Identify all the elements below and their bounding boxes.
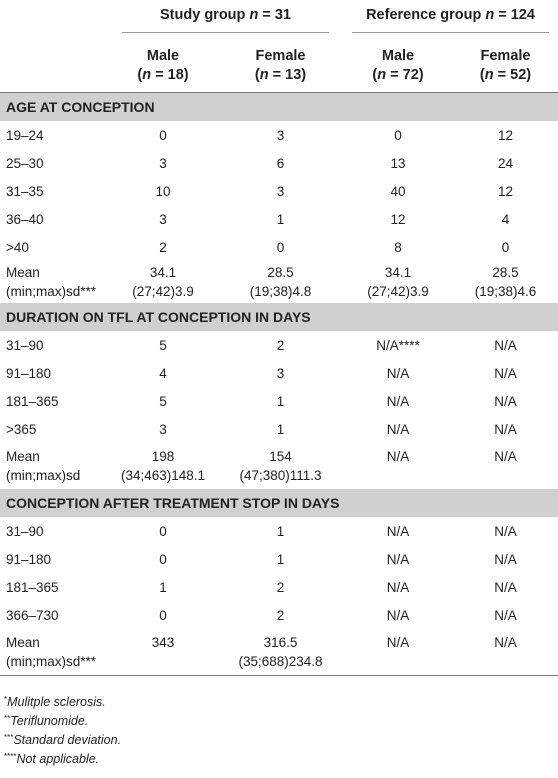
table-row: 31–90 5 2 N/A**** N/A [6,337,517,353]
col-header-study-male: Male (n = 18) [108,39,218,93]
table-row: 366–730 0 2 N/A N/A [6,607,517,623]
section-header-after-stop: CONCEPTION AFTER TREATMENT STOP IN DAYS [0,489,558,517]
table-row-mean: Mean (min;max)sd*** 343 316.5 (35;688)234.8 N/A N/A [0,629,558,676]
col-header-ref-male: Male (n = 72) [343,39,453,93]
table-row-mean: Mean (min;max)sd 198 (34;463)148.1 154 (47;380)111.3 N/A N/A [6,449,517,483]
section-header-duration: DURATION ON TFL AT CONCEPTION IN DAYS [0,303,558,331]
table-row: 19–24 0 3 0 12 [6,127,514,143]
table-row-mean: Mean (min;max)sd*** 34.1 (27;42)3.9 28.5 (19;38)4.8 34.1 (27;42)3.9 28.5 (19;38)4.6 [6,265,537,299]
footnote: *Mulitple sclerosis. [4,695,106,709]
table-row: >40 2 0 8 0 [6,239,510,255]
table-row: 31–35 10 3 40 12 [6,183,514,199]
col-header-study-female: Female (n = 13) [218,39,343,93]
reference-group-header: Reference group n = 124 [343,0,558,39]
footnote: ***Standard deviation. [4,733,122,747]
table-row: 181–365 1 2 N/A N/A [6,579,517,595]
table-row: 36–40 3 1 12 4 [6,211,510,227]
footnote: **Teriflunomide. [4,714,89,728]
section-header-age: AGE AT CONCEPTION [0,93,558,122]
study-group-header: Study group n = 31 [108,0,343,39]
table-row: 25–30 3 6 13 24 [6,155,514,171]
table-row: 181–365 5 1 N/A N/A [6,393,517,409]
table-row: 31–90 0 1 N/A N/A [6,523,517,539]
table-row: 91–180 0 1 N/A N/A [6,551,517,567]
col-header-ref-female: Female (n = 52) [453,39,558,93]
table-row: 91–180 4 3 N/A N/A [6,365,517,381]
footnote: ****Not applicable. [4,752,100,766]
table-row: >365 3 1 N/A N/A [6,421,517,437]
